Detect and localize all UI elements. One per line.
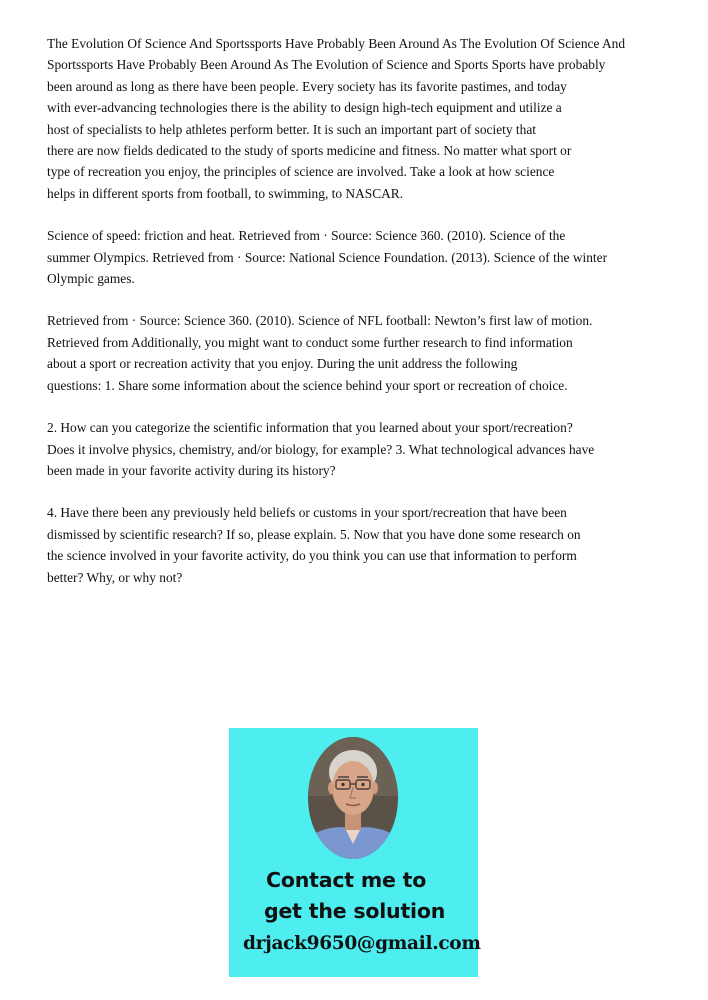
- text-line: summer Olympics. Retrieved from · Source: National Science Foundation. (2013). Science of the winter: [47, 249, 608, 265]
- paragraph: [47, 310, 687, 396]
- text-line: dismissed by scientific research? If so, please explain. 5. Now that you have done some research on: [47, 526, 581, 542]
- paragraph: [47, 33, 687, 204]
- contact-email[interactable]: drjack9650@gmail.com: [243, 933, 481, 954]
- ad-headline-line-1: Contact me to: [266, 868, 427, 892]
- person-portrait-icon: [307, 736, 399, 860]
- text-line: Science of speed: friction and heat. Retrieved from · Source: Science 360. (2010). Science of the: [47, 228, 566, 244]
- text-line: been made in your favorite activity during its history?: [47, 462, 336, 478]
- text-line: host of specialists to help athletes perform better. It is such an important part of society that: [47, 121, 537, 137]
- text-line: questions: 1. Share some information about the science behind your sport or recreation of choice.: [47, 377, 568, 393]
- text-line: type of recreation you enjoy, the principles of science are involved. Take a look at how science: [47, 164, 555, 180]
- document-body: [47, 33, 687, 609]
- contact-ad-banner[interactable]: [229, 728, 481, 977]
- text-line: Does it involve physics, chemistry, and/or biology, for example? 3. What technological advances have: [47, 441, 595, 457]
- paragraph: [47, 417, 687, 481]
- text-line: about a sport or recreation activity that you enjoy. During the unit address the following: [47, 356, 518, 372]
- text-line: The Evolution Of Science And Sportssports Have Probably Been Around As The Evolution Of Science And: [47, 36, 626, 51]
- text-line: helps in different sports from football, to swimming, to NASCAR.: [47, 185, 404, 201]
- text-line: better? Why, or why not?: [47, 569, 183, 585]
- text-line: 4. Have there been any previously held beliefs or customs in your sport/recreation that have been: [47, 505, 567, 521]
- text-line: Sportssports Have Probably Been Around As The Evolution of Science and Sports Sports have probably: [47, 57, 606, 73]
- text-line: Retrieved from · Source: Science 360. (2010). Science of NFL football: Newton’s first law of motion.: [47, 313, 593, 329]
- text-line: there are now fields dedicated to the study of sports medicine and fitness. No matter what sport or: [47, 143, 572, 159]
- text-line: Olympic games.: [47, 271, 135, 287]
- paragraph: [47, 502, 687, 588]
- text-line: with ever-advancing technologies there is the ability to design high-tech equipment and utilize a: [47, 100, 562, 116]
- text-line: been around as long as there have been people. Every society has its favorite pastimes, and today: [47, 78, 567, 94]
- text-line: 2. How can you categorize the scientific information that you learned about your sport/recreation?: [47, 420, 573, 436]
- paragraph: [47, 225, 687, 289]
- text-line: Retrieved from Additionally, you might want to conduct some further research to find information: [47, 334, 573, 350]
- text-line: the science involved in your favorite activity, do you think you can use that information to perform: [47, 548, 577, 564]
- ad-headline-line-2: get the solution: [264, 899, 446, 923]
